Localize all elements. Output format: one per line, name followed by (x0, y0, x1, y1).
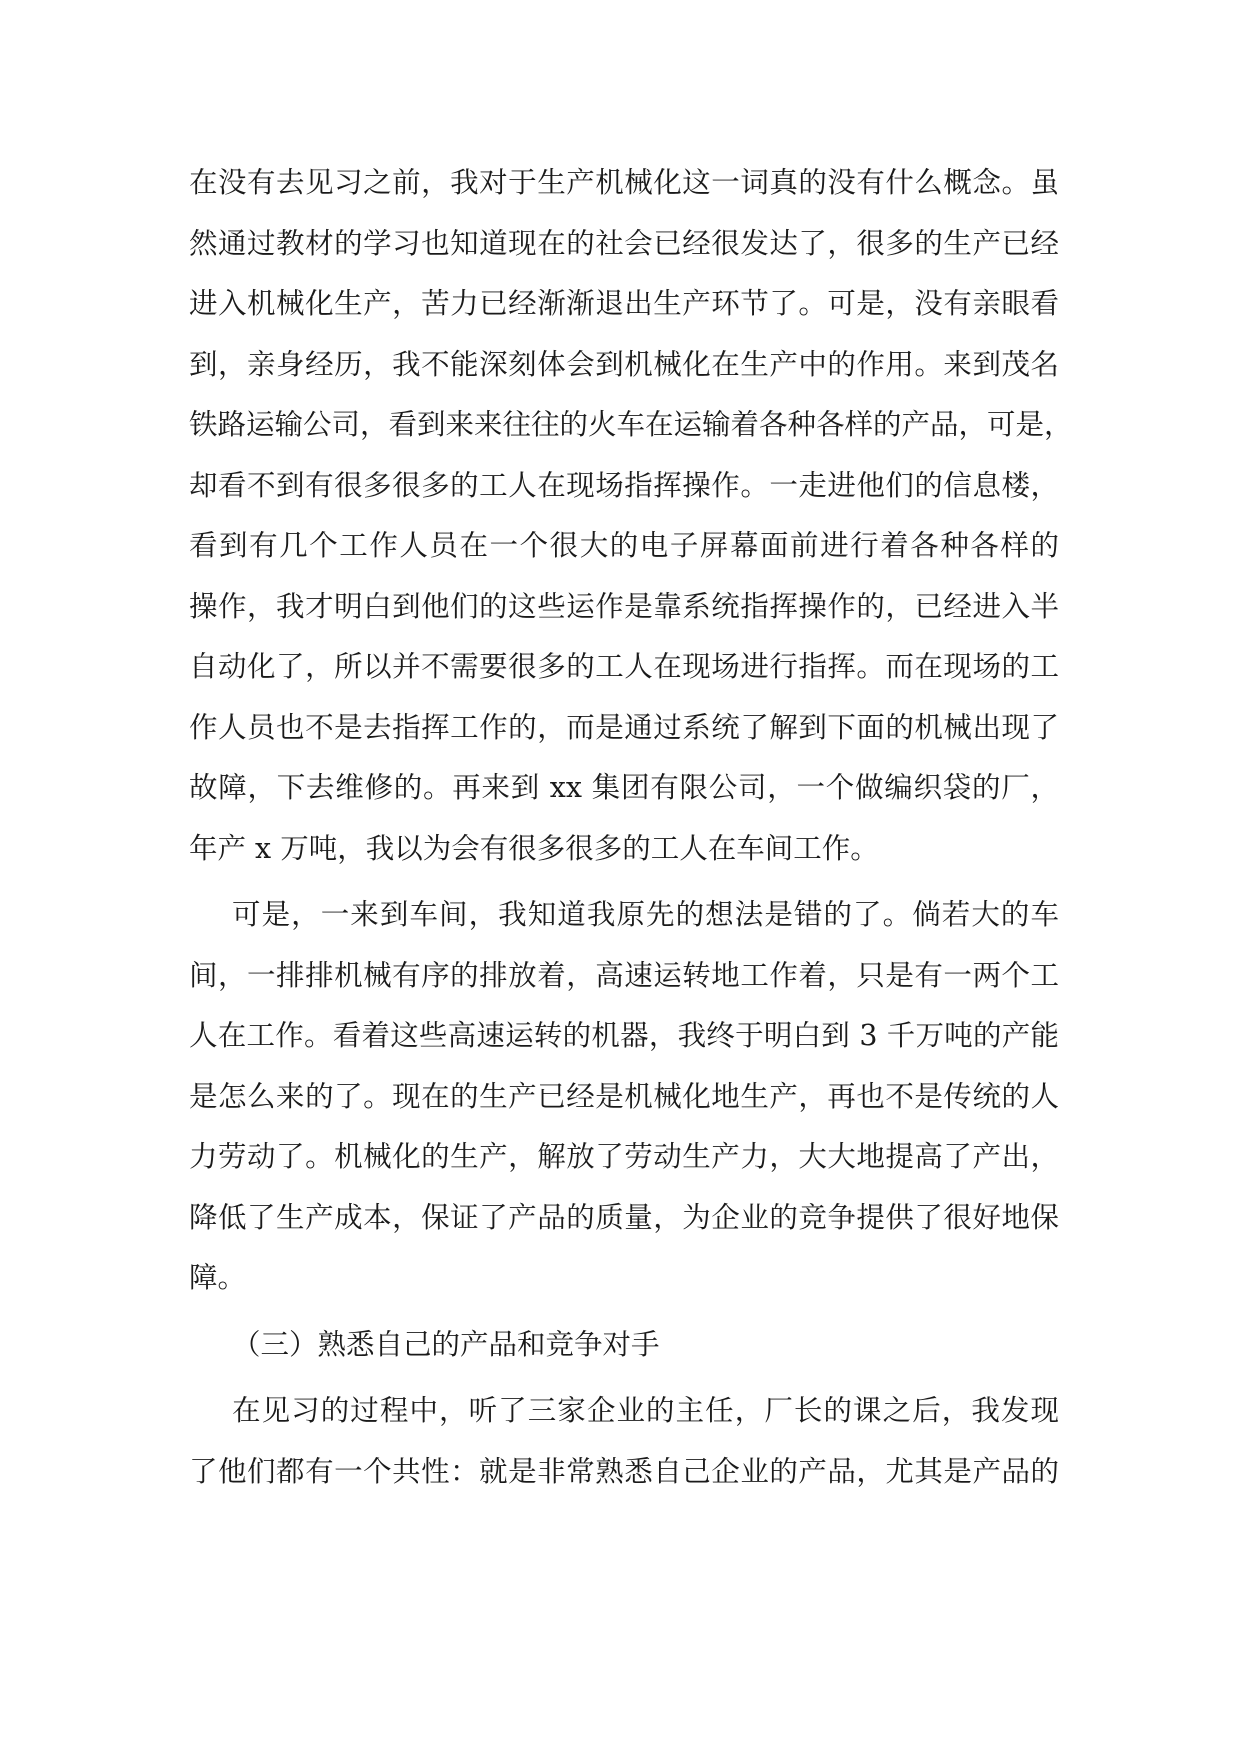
text-line: 在见习的过程中，听了三家企业的主任，厂长的课之后，我发现 (232, 1394, 1059, 1427)
text-line: 却看不到有很多很多的工人在现场指挥操作。一走进他们的信息楼， (189, 468, 1059, 502)
text-line: 降低了生产成本，保证了产品的质量，为企业的竞争提供了很好地保 (189, 1200, 1059, 1234)
text-line: 力劳动了。机械化的生产，解放了劳动生产力，大大地提高了产出， (189, 1140, 1059, 1173)
text-line: 操作，我才明白到他们的这些运作是靠系统指挥操作的，已经进入半 (189, 589, 1059, 623)
text-line: 年产 x 万吨，我以为会有很多很多的工人在车间工作。 (189, 831, 879, 865)
paragraph-2 (189, 885, 1059, 1309)
text-line: 障。 (189, 1261, 247, 1294)
heading-text: （三）熟悉自己的产品和竞争对手 (232, 1327, 660, 1361)
text-line: 自动化了，所以并不需要很多的工人在现场进行指挥。而在现场的工 (189, 650, 1059, 683)
text-line: 到，亲身经历，我不能深刻体会到机械化在生产中的作用。来到茂名 (189, 347, 1059, 381)
text-line: 了他们都有一个共性：就是非常熟悉自己企业的产品，尤其是产品的 (189, 1454, 1059, 1488)
text-line: 作人员也不是去指挥工作的，而是通过系统了解到下面的机械出现了 (189, 710, 1059, 744)
text-line: 是怎么来的了。现在的生产已经是机械化地生产，再也不是传统的人 (189, 1079, 1059, 1113)
section-heading (189, 1315, 1059, 1376)
document-body (189, 153, 1073, 1502)
text-line: 铁路运输公司，看到来来往往的火车在运输着各种各样的产品，可是， (189, 408, 1073, 441)
paragraph-3 (189, 1381, 1059, 1502)
text-line: 间，一排排机械有序的排放着，高速运转地工作着，只是有一两个工 (189, 958, 1059, 992)
text-line: 故障，下去维修的。再来到 xx 集团有限公司，一个做编织袋的厂， (189, 771, 1059, 804)
text-line: 进入机械化生产，苦力已经渐渐退出生产环节了。可是，没有亲眼看 (189, 287, 1059, 320)
text-line: 在没有去见习之前，我对于生产机械化这一词真的没有什么概念。虽 (189, 166, 1059, 199)
text-line: 看到有几个工作人员在一个很大的电子屏幕面前进行着各种各样的 (189, 529, 1059, 562)
text-line: 可是，一来到车间，我知道我原先的想法是错的了。倘若大的车 (232, 898, 1059, 931)
text-line: 人在工作。看着这些高速运转的机器，我终于明白到 3 千万吨的产能 (189, 1019, 1059, 1052)
paragraph-1 (189, 153, 1073, 879)
text-line: 然通过教材的学习也知道现在的社会已经很发达了，很多的生产已经 (189, 226, 1059, 260)
